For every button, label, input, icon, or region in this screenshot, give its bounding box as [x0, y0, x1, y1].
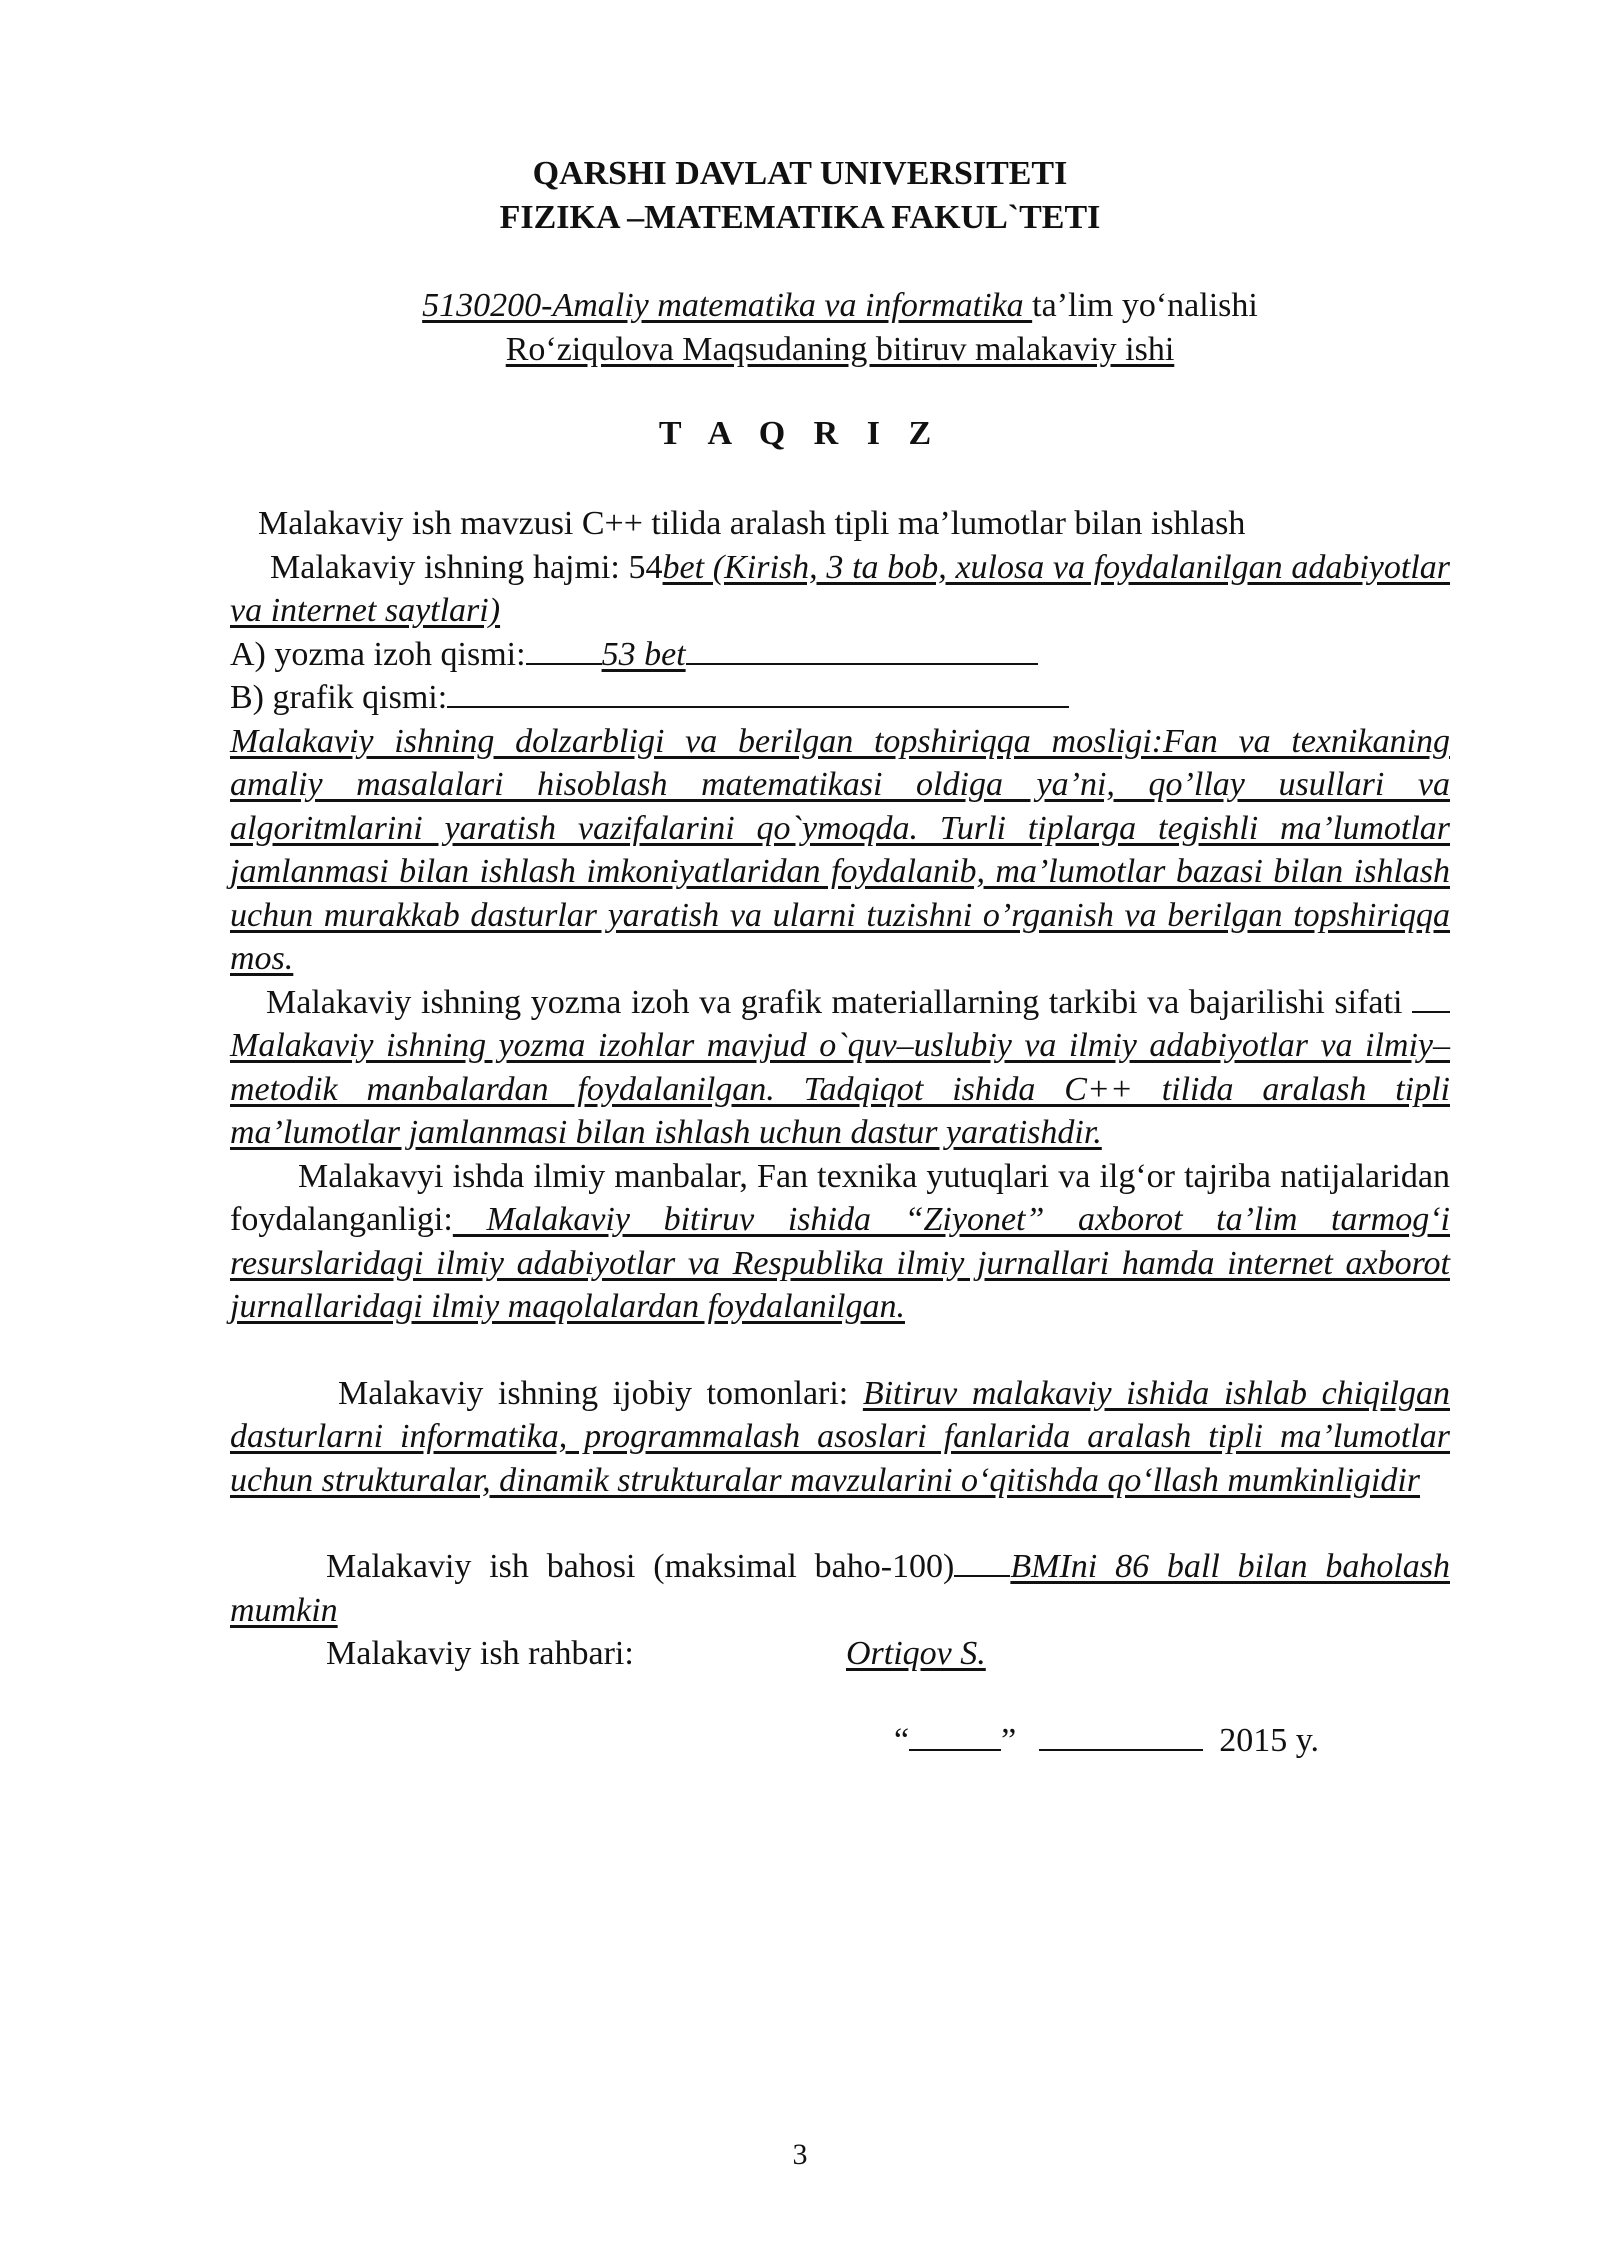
supervisor-line [230, 1632, 1450, 1676]
positives-paragraph [230, 1372, 1450, 1503]
topic-line: Malakaviy ish mavzusi C++ tilida aralash tipli ma’lumotlar bilan ishlash [258, 505, 1246, 542]
grade-paragraph [230, 1545, 1450, 1632]
quality-label: Malakaviy ishning yozma izoh va grafik materiallarning tarkibi va bajarilishi sifati [266, 983, 1412, 1021]
spacer [230, 1502, 1450, 1545]
student-name-line: Ro‘ziqulova Maqsudaning bitiruv malakaviy ishi [505, 331, 1175, 368]
month-blank [1039, 1719, 1203, 1751]
blank-line [686, 633, 1038, 665]
graphic-part-line [230, 676, 1450, 720]
grade-label: Malakaviy ish bahosi (maksimal baho-100) [326, 1548, 955, 1585]
student-line [0, 328, 1600, 372]
grade-value: BMIni 86 ball bilan baholash mumkin [230, 1548, 1450, 1629]
direction-line [0, 284, 1600, 328]
spacer [230, 1329, 1450, 1372]
sources-label: Malakavyi ishda ilmiy manbalar, Fan texnika yutuqlari va ilg‘or tajriba natijalaridan foydalanganligi: [230, 1157, 1450, 1238]
date-close-quote: ” [1001, 1721, 1017, 1759]
date-open-quote: “ [894, 1721, 910, 1759]
day-blank [909, 1719, 1001, 1751]
supervisor-name: Ortiqov S. [846, 1635, 986, 1672]
volume-paragraph [230, 546, 1450, 633]
graphic-part-label: B) grafik qismi: [230, 679, 448, 716]
direction-code-name: 5130200-Amaliy matematika va informatika [422, 287, 1033, 324]
university-title: QARSHI DAVLAT UNIVERSITETI [532, 155, 1068, 192]
quality-value: Malakaviy ishning yozma izohlar mavjud o`quv–uslubiy va ilmiy adabiyotlar va ilmiy–metodik manbalardan foydalanilgan. Tadqiqot ishida C++ tilida aralash tipli ma’lumotlar jamlanmasi bilan ishlash uchun dastur yaratishdir. [230, 1027, 1450, 1151]
volume-label: Malakaviy ishning hajmi: 54 [270, 548, 663, 586]
review-body [230, 502, 1450, 1762]
supervisor-label: Malakaviy ish rahbari: [326, 1635, 634, 1672]
positives-label: Malakaviy ishning ijobiy tomonlari: [338, 1374, 863, 1412]
relevance-paragraph: Malakaviy ishning dolzarbligi va berilgan topshiriqqa mosligi:Fan va texnikaning amaliy masalalari hisoblash matematikasi oldiga ya’ni, qo’llay usullari va algoritmlarini yaratish vazifalarini qo`ymoqda. Turli tiplarga tegishli ma’lumotlar jamlanmasi bilan ishlash imkoniyatlaridan foydalanib, ma’lumotlar bazasi bilan ishlash uchun murakkab dasturlar yaratish va ularni tuzishni o’rganish va berilgan topshiriqqa mos. [230, 722, 1450, 977]
quality-paragraph [230, 981, 1450, 1155]
spacer [230, 1676, 1450, 1719]
positives-value: Bitiruv malakaviy ishida ishlab chiqilgan dasturlarni informatika, programmalash asoslari fanlarida aralash tipli ma’lumotlar uchun strukturalar, dinamik strukturalar mavzularini o‘qitishda qo‘llash mumkinligidir [230, 1374, 1450, 1499]
sources-paragraph [230, 1155, 1450, 1329]
blank-line [1412, 981, 1450, 1013]
volume-value: bet (Kirish, 3 ta bob, xulosa va foydalanilgan adabiyotlar va internet saytlari) [230, 548, 1450, 629]
page-number: 3 [792, 2138, 808, 2171]
date-year: 2015 y. [1219, 1721, 1319, 1759]
document-title: T A Q R I Z [658, 415, 942, 452]
blank-line [954, 1545, 1010, 1577]
written-part-value: 53 bet [601, 635, 686, 673]
blank-line [447, 676, 1069, 708]
direction-suffix: ta’lim yo‘nalishi [1032, 287, 1258, 324]
blank-line [526, 633, 602, 665]
written-part-label: A) yozma izoh qismi: [230, 635, 526, 673]
sources-value: Malakaviy bitiruv ishida “Ziyonet” axborot ta’lim tarmog‘i resurslaridagi ilmiy adabiyotlar va Respublika ilmiy jurnallari hamda internet axborot jurnallaridagi ilmiy maqolalardan foydalanilgan. [230, 1201, 1450, 1325]
date-line [230, 1719, 1450, 1763]
faculty-title: FIZIKA –MATEMATIKA FAKUL`TETI [499, 199, 1101, 236]
written-part-line [230, 633, 1450, 677]
